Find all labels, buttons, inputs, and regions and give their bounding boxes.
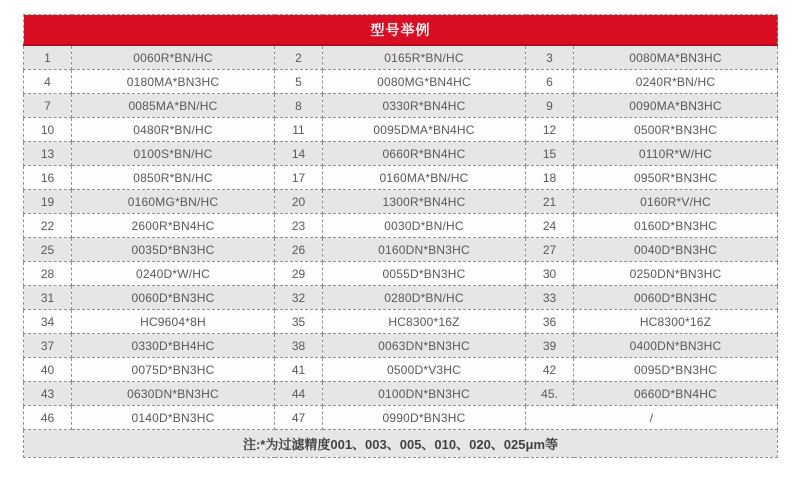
model-name-cell: 0063DN*BN3HC	[323, 334, 526, 358]
model-name-cell: 0160MG*BN/HC	[72, 190, 275, 214]
table-row	[24, 118, 778, 142]
model-number-cell: 17	[275, 166, 323, 190]
model-name-cell: 0060D*BN3HC	[574, 286, 778, 310]
table-row	[24, 406, 778, 430]
model-name-cell: 0035D*BN3HC	[72, 238, 275, 262]
table-row	[24, 166, 778, 190]
model-name-cell: 0180MA*BN3HC	[72, 70, 275, 94]
model-name-cell: 0480R*BN/HC	[72, 118, 275, 142]
model-name-cell: 0330R*BN4HC	[323, 94, 526, 118]
model-name-cell: 0660R*BN4HC	[323, 142, 526, 166]
model-name-cell: 0950R*BN3HC	[574, 166, 778, 190]
model-number-cell: 45.	[526, 382, 574, 406]
model-number-cell: 30	[526, 262, 574, 286]
model-name-cell: HC9604*8H	[72, 310, 275, 334]
model-number-cell: 40	[24, 358, 72, 382]
filtration-precision-note: 注:*为过滤精度001、003、005、010、020、025μm等	[24, 430, 778, 458]
model-number-cell: 33	[526, 286, 574, 310]
model-number-cell: 22	[24, 214, 72, 238]
model-number-cell: 35	[275, 310, 323, 334]
model-number-cell: 43	[24, 382, 72, 406]
model-name-cell: 1300R*BN4HC	[323, 190, 526, 214]
model-name-cell: 0400DN*BN3HC	[574, 334, 778, 358]
model-number-cell: 16	[24, 166, 72, 190]
table-row	[24, 45, 778, 70]
model-name-cell: 0060R*BN/HC	[72, 45, 275, 70]
model-name-cell: 0100DN*BN3HC	[323, 382, 526, 406]
model-name-cell: 0110R*W/HC	[574, 142, 778, 166]
table-row	[24, 382, 778, 406]
model-name-cell: 0500D*V3HC	[323, 358, 526, 382]
model-name-cell: 0030D*BN/HC	[323, 214, 526, 238]
model-name-cell: 0630DN*BN3HC	[72, 382, 275, 406]
model-number-cell: 9	[526, 94, 574, 118]
model-number-cell: 44	[275, 382, 323, 406]
table-row	[24, 190, 778, 214]
model-name-cell: 0240R*BN/HC	[574, 70, 778, 94]
model-number-cell: 21	[526, 190, 574, 214]
table-row	[24, 142, 778, 166]
model-name-cell: 0280D*BN/HC	[323, 286, 526, 310]
model-name-cell: 0250DN*BN3HC	[574, 262, 778, 286]
model-name-cell: 0330D*BH4HC	[72, 334, 275, 358]
model-number-cell: 18	[526, 166, 574, 190]
model-name-cell: 0160R*V/HC	[574, 190, 778, 214]
model-number-cell: 1	[24, 45, 72, 70]
table-row	[24, 238, 778, 262]
table-row	[24, 358, 778, 382]
table-row	[24, 262, 778, 286]
model-number-cell: 4	[24, 70, 72, 94]
model-name-cell: HC8300*16Z	[574, 310, 778, 334]
model-number-cell: 26	[275, 238, 323, 262]
table-row	[24, 94, 778, 118]
model-name-cell: 0160MA*BN/HC	[323, 166, 526, 190]
note-row	[24, 430, 778, 458]
model-name-cell: 0080MA*BN3HC	[574, 45, 778, 70]
table-header-row	[24, 15, 778, 46]
model-number-cell: 13	[24, 142, 72, 166]
model-number-cell: 36	[526, 310, 574, 334]
model-number-cell: 46	[24, 406, 72, 430]
model-number-cell: 39	[526, 334, 574, 358]
model-number-cell: 5	[275, 70, 323, 94]
model-number-cell: 34	[24, 310, 72, 334]
model-name-cell: 0090MA*BN3HC	[574, 94, 778, 118]
model-number-cell: 11	[275, 118, 323, 142]
model-number-cell: 29	[275, 262, 323, 286]
model-name-cell: 0990D*BN3HC	[323, 406, 526, 430]
model-number-cell: 25	[24, 238, 72, 262]
model-number-cell: 27	[526, 238, 574, 262]
model-name-cell: 0080MG*BN4HC	[323, 70, 526, 94]
model-name-cell: 0240D*W/HC	[72, 262, 275, 286]
table-row	[24, 310, 778, 334]
model-number-cell: 32	[275, 286, 323, 310]
model-number-cell: 41	[275, 358, 323, 382]
model-number-cell: 2	[275, 45, 323, 70]
model-name-cell: /	[526, 406, 778, 430]
model-number-cell: 14	[275, 142, 323, 166]
model-name-cell: 0500R*BN3HC	[574, 118, 778, 142]
model-number-cell: 23	[275, 214, 323, 238]
model-number-cell: 19	[24, 190, 72, 214]
table-row	[24, 214, 778, 238]
table-row	[24, 286, 778, 310]
model-example-table-container	[23, 14, 777, 458]
model-name-cell: 0160DN*BN3HC	[323, 238, 526, 262]
model-name-cell: 0660D*BN4HC	[574, 382, 778, 406]
model-number-cell: 6	[526, 70, 574, 94]
model-name-cell: HC8300*16Z	[323, 310, 526, 334]
model-number-cell: 12	[526, 118, 574, 142]
model-name-cell: 0100S*BN/HC	[72, 142, 275, 166]
model-name-cell: 0085MA*BN/HC	[72, 94, 275, 118]
model-number-cell: 42	[526, 358, 574, 382]
model-name-cell: 0040D*BN3HC	[574, 238, 778, 262]
model-example-table	[23, 14, 778, 458]
model-number-cell: 15	[526, 142, 574, 166]
model-number-cell: 20	[275, 190, 323, 214]
model-name-cell: 0160D*BN3HC	[574, 214, 778, 238]
model-number-cell: 47	[275, 406, 323, 430]
model-number-cell: 37	[24, 334, 72, 358]
model-name-cell: 0060D*BN3HC	[72, 286, 275, 310]
model-name-cell: 0140D*BN3HC	[72, 406, 275, 430]
model-name-cell: 0850R*BN/HC	[72, 166, 275, 190]
model-number-cell: 8	[275, 94, 323, 118]
model-name-cell: 0075D*BN3HC	[72, 358, 275, 382]
table-row	[24, 70, 778, 94]
model-name-cell: 0055D*BN3HC	[323, 262, 526, 286]
model-name-cell: 0095DMA*BN4HC	[323, 118, 526, 142]
model-number-cell: 38	[275, 334, 323, 358]
model-name-cell: 2600R*BN4HC	[72, 214, 275, 238]
model-name-cell: 0165R*BN/HC	[323, 45, 526, 70]
model-number-cell: 3	[526, 45, 574, 70]
model-number-cell: 24	[526, 214, 574, 238]
model-number-cell: 7	[24, 94, 72, 118]
table-row	[24, 334, 778, 358]
model-number-cell: 28	[24, 262, 72, 286]
table-body	[24, 45, 778, 430]
model-number-cell: 10	[24, 118, 72, 142]
model-name-cell: 0095D*BN3HC	[574, 358, 778, 382]
model-number-cell: 31	[24, 286, 72, 310]
table-title: 型号举例	[24, 15, 778, 46]
